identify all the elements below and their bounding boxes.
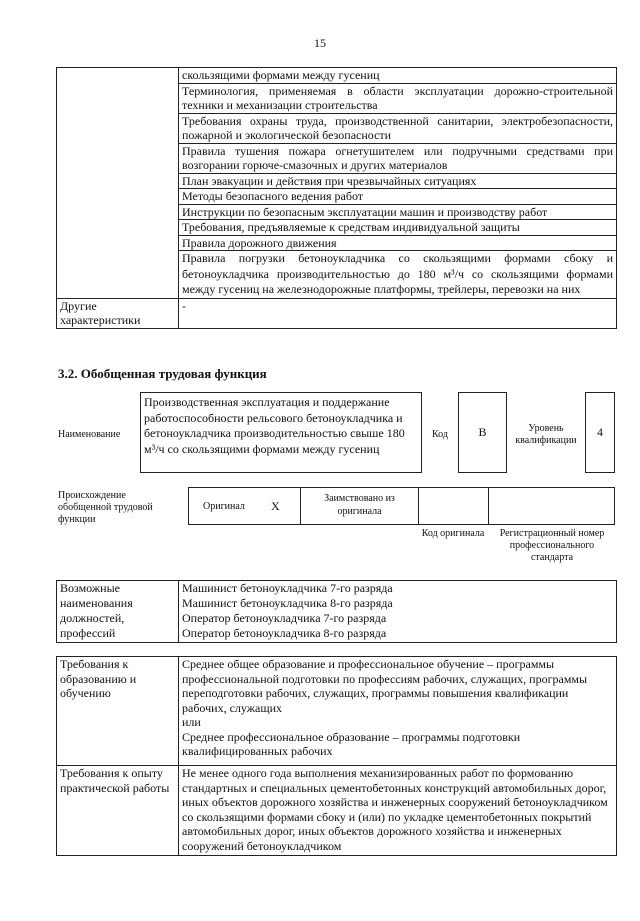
- section-title: 3.2. Обобщенная трудовая функция: [58, 366, 267, 381]
- experience-label: Требования к опыту практической работы: [57, 766, 179, 856]
- code-value: B: [458, 392, 507, 473]
- registration-number-caption: Регистрационный номер профессионального стандарта: [499, 528, 605, 563]
- position-item: Машинист бетоноукладчика 8-го разряда: [182, 596, 393, 610]
- knowledge-item: План эвакуации и действия при чрезвычайных ситуациях: [179, 173, 617, 189]
- level-label: Уровень квалификации: [515, 423, 577, 446]
- knowledge-item: скользящими формами между гусениц: [179, 68, 617, 84]
- education-text-1: Среднее общее образование и профессиональное обучение – программы профессиональной подготовки по профессиям рабочих, служащих, программы переподготовки рабочих, служащих, программы повышения квалификации рабочих, служащих: [182, 657, 588, 715]
- other-characteristics-label: Другие характеристики: [57, 298, 179, 328]
- name-label: Наименование: [58, 429, 121, 440]
- positions-label: Возможные наименования должностей, профессий: [57, 581, 179, 643]
- knowledge-item: Методы безопасного ведения работ: [179, 189, 617, 205]
- code-original-caption: Код оригинала: [421, 528, 485, 539]
- experience-text: Не менее одного года выполнения механизированных работ по формованию стандартных и специальных цементобетонных конструкций автомобильных дорог, иных объектов дорожного хозяйства и инженерных сооружений бетоноукладчиком со скользящими формами сбоку и (или) по укладке цементобетонных покрытий автомобильных дорог, иных объектов дорожного хозяйства и инженерных сооружений бетоноукладчиком: [179, 766, 617, 856]
- knowledge-item: Правила дорожного движения: [179, 235, 617, 251]
- education-requirements: [179, 657, 617, 766]
- education-text-2: Среднее профессиональное образование – программы подготовки квалифицированных рабочих: [182, 729, 521, 758]
- original-mark: X: [271, 499, 280, 513]
- original-label: Оригинал: [203, 501, 245, 512]
- knowledge-item: Правила погрузки бетоноукладчика со скользящими формами сбоку и бетоноукладчика производительностью до 180 м³/ч со скользящими формами между гусениц на железнодорожные платформы, трейлеры, перевозки на них: [179, 251, 617, 299]
- education-or: или: [182, 715, 201, 729]
- knowledge-item: Требования, предъявляемые к средствам индивидуальной защиты: [179, 220, 617, 236]
- knowledge-table: [56, 67, 617, 329]
- positions-table: [56, 580, 617, 643]
- knowledge-item: Терминология, применяемая в области эксплуатации дорожно-строительной техники и механизации строительства: [179, 83, 617, 113]
- position-item: Машинист бетоноукладчика 7-го разряда: [182, 581, 393, 595]
- knowledge-item: Правила тушения пожара огнетушителем или подручными средствами при возгорании горюче-смазочных и других материалов: [179, 143, 617, 173]
- knowledge-label-cell: [57, 68, 179, 299]
- knowledge-item: Требования охраны труда, производственной санитарии, электробезопасности, пожарной и экологической безопасности: [179, 113, 617, 143]
- positions-list: [179, 581, 617, 643]
- position-item: Оператор бетоноукладчика 8-го разряда: [182, 626, 387, 640]
- education-label: Требования к образованию и обучению: [57, 657, 179, 766]
- position-item: Оператор бетоноукладчика 7-го разряда: [182, 611, 387, 625]
- other-characteristics-value: -: [179, 298, 617, 328]
- code-label: Код: [432, 429, 448, 440]
- knowledge-item: Инструкции по безопасным эксплуатации машин и производству работ: [179, 204, 617, 220]
- origin-label: Происхождение обобщенной трудовой функции: [58, 490, 153, 525]
- name-value: Производственная эксплуатация и поддержание работоспособности рельсового бетоноукладчика и бетоноукладчика производительностью свыше 180 м³/ч со скользящими формами между гусениц: [140, 392, 422, 473]
- borrowed-label: Заимствовано из оригинала: [324, 493, 395, 517]
- requirements-table: [56, 656, 617, 856]
- level-value: 4: [585, 392, 615, 473]
- page-number: 15: [314, 36, 326, 50]
